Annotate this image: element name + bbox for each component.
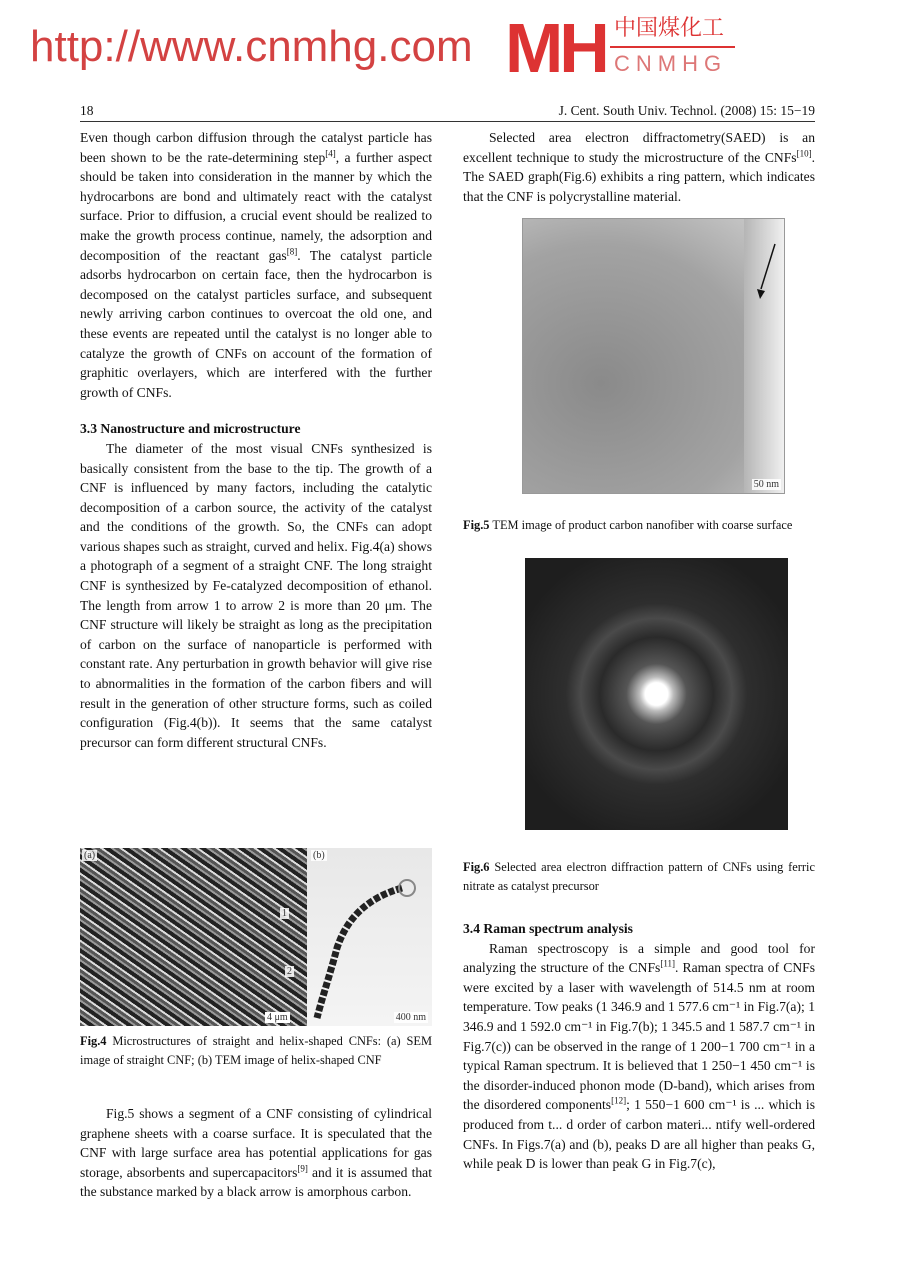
paragraph: The diameter of the most visual CNFs synthesized is basically consistent from the base to the tip. The growth of a CNF is influenced by many factors, including the catalytic decomposition of a carbon source, the activity of the catalyst and the conditions of the growth. So, the CNFs can adopt various shapes such as straight, curved and helix. Fig.4(a) shows a photograph of a segment of a straight CNF. The long straight CNF is synthesized by Fe-catalyzed decomposition of ethanol. The length from arrow 1 to arrow 2 is more than 20 μm. The CNF structure will likely be straight as long as the precipitation of carbon on the surface of nanoparticle is performed with constant rate. Any perturbation in growth behavior will give rise to abnormalities in the formation of the carbon fibers and will result in the generation of other structure forms, such as coiled configuration (Fig.4(b)). It seems that the same catalyst precursor can form different structural CNFs. <box>80 440 432 750</box>
helix-cnf-shape <box>307 848 432 1026</box>
logo-chinese-text: 中国煤化工 <box>614 16 725 41</box>
arrow-2-label: 2 <box>287 966 292 977</box>
scale-bar-label: 4 μm <box>267 1012 288 1023</box>
page-number: 18 <box>80 103 94 118</box>
fig4a-sem-image <box>80 848 307 1026</box>
paragraph: Raman spectroscopy is a simple and good tool for analyzing the structure of the CNFs[11]. Raman spectra of CNFs were excited by a laser with wavelength of 514.5 nm at room temperature. Tow peaks (1 346.9 and 1 577.6 cm⁻¹ in Fig.7(a); 1 346.9 and 1 592.0 cm⁻¹ in Fig.7(b); 1 345.5 and 1 587.7 cm⁻¹ in Fig.7(c)) can be observed in the range of 1 200−1 700 cm⁻¹ in a typical Raman spectrum. It is believed that 1 250−1 450 cm⁻¹ is the disorder-induced phonon mode (D-band), which arises from the disordered components[12]; 1 550−1 600 cm⁻¹ is ... which is produced from t... d order of carbon materi... ntify well-ordered CNFs. In Figs.7(a) and (b), peaks D are all higher than peaks G, while peak D is lower than peak G in Fig.7(c), <box>463 940 815 1172</box>
arrow-icon <box>523 219 786 495</box>
logo-rule <box>610 46 735 48</box>
right-column-raman <box>463 902 815 1174</box>
left-column <box>80 128 432 752</box>
scale-bar-label: 400 nm <box>395 1012 426 1023</box>
paragraph: Fig.5 shows a segment of a CNF consisting of cylindrical graphene sheets with a coarse surface. It is speculated that the CNF with large surface area has potential applications for gas storage, absorbents and supercapacitors[9] and it is assumed that the substance marked by a black arrow is amorphous carbon. <box>80 1106 432 1200</box>
fig5-caption: Fig.5 TEM image of product carbon nanofiber with coarse surface <box>463 518 793 532</box>
paragraph: Even though carbon diffusion through the catalyst particle has been shown to be the rate-determining step[4], a further aspect should be taken into consideration in the manner by which the hydrocarbons are bond and ultimately react with the catalyst surface. Prior to diffusion, a crucial event should be realized to make the growth process continue, namely, the adsorption and decomposition of the reactant gas[8]. The catalyst particle adsorbs hydrocarbon on certain face, then the hydrocarbon is decomposed on the catalyst particles surface, and subsequent newly arriving carbon continues to overcoat the old one, and these events are repeated until the catalyst is no longer able to catalyze the growth of CNFs on account of the formation of graphitic overlayers, which are interfered with the further growth of CNFs. <box>80 130 432 400</box>
right-column-intro <box>463 128 815 206</box>
cnmhg-logo-watermark <box>505 9 815 87</box>
scale-bar-label: 50 nm <box>753 479 779 490</box>
header-rule <box>80 121 815 122</box>
fig6-saed-pattern <box>525 558 788 830</box>
logo-english-text: CNMHG <box>614 51 728 76</box>
paragraph: Selected area electron diffractometry(SAED) is an excellent technique to study the microstructure of the CNFs[10]. The SAED graph(Fig.6) exhibits a ring pattern, which indicates that the CNF is polycrystalline material. <box>463 130 815 204</box>
fig4b-label: (b) <box>313 850 325 861</box>
url-watermark: http://www.cnmhg.com <box>30 22 473 71</box>
section-heading: 3.4 Raman spectrum analysis <box>463 921 633 936</box>
section-heading: 3.3 Nanostructure and microstructure <box>80 421 301 437</box>
fig5-tem-image <box>522 218 785 494</box>
fig4b-tem-image <box>307 848 432 1026</box>
logo-letters: MH <box>505 9 606 87</box>
arrow-1-label: 1 <box>282 908 287 919</box>
fig4-caption: Fig.4 Microstructures of straight and helix-shaped CNFs: (a) SEM image of straight CNF; (b) TEM image of helix-shaped CNF <box>80 1034 432 1067</box>
fig6-caption: Fig.6 Selected area electron diffraction pattern of CNFs using ferric nitrate as catalyst precursor <box>463 860 815 893</box>
running-header: J. Cent. South Univ. Technol. (2008) 15: 15−19 <box>558 103 815 118</box>
fig4a-label: (a) <box>84 850 96 861</box>
